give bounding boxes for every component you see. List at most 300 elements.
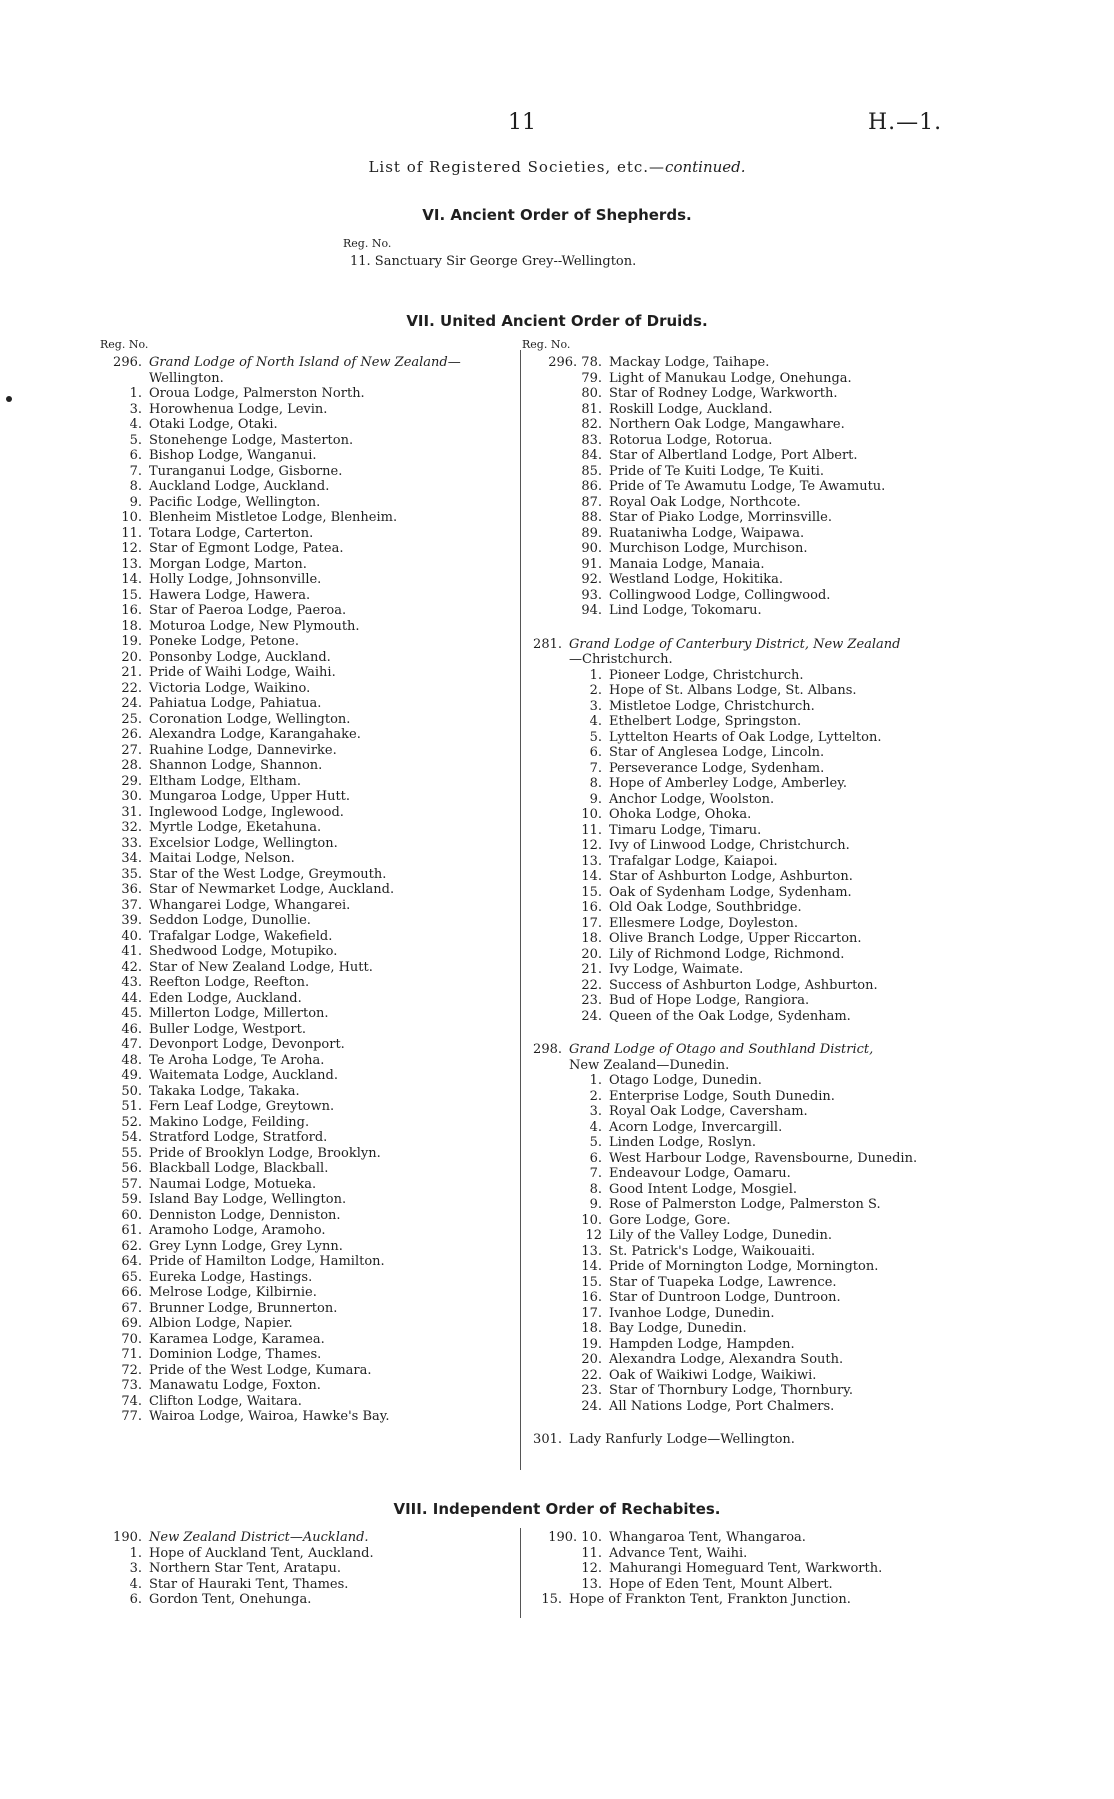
reg-number: 9. (589, 1197, 602, 1212)
reg-number: 22. (121, 680, 142, 696)
entry-text: Pride of Te Kuiti Lodge, Te Kuiti. (609, 463, 825, 479)
reg-number: 31. (121, 804, 142, 820)
reg-number: 19. (581, 1336, 602, 1352)
reg-number: 32. (121, 820, 142, 835)
reg-number: 65. (121, 1269, 142, 1285)
lodge-entry (100, 1546, 374, 1562)
reg-number: 1. (589, 1073, 602, 1088)
entry-text: Hawera Lodge, Hawera. (149, 587, 311, 603)
entry-text: Northern Star Tent, Aratapu. (149, 1561, 342, 1576)
entry-text: West Harbour Lodge, Ravensbourne, Dunedin. (609, 1150, 918, 1166)
lodge-entry (100, 1363, 461, 1379)
reg-number: 66. (121, 1285, 142, 1300)
entry-text: Millerton Lodge, Millerton. (149, 1006, 329, 1021)
entry-text: Island Bay Lodge, Wellington. (149, 1192, 347, 1207)
lodge-entry (520, 730, 917, 746)
reg-number: 36. (121, 882, 142, 897)
entry-text: All Nations Lodge, Port Chalmers. (609, 1398, 835, 1414)
reg-number: 15. (121, 587, 142, 603)
entry-text: New Zealand District—Auckland. (149, 1530, 369, 1545)
reg-number: 88. (581, 510, 602, 525)
entry-text: Auckland Lodge, Auckland. (149, 479, 330, 494)
reg-number: 1. (589, 667, 602, 683)
reg-number: 77. (121, 1409, 142, 1424)
lodge-entry (520, 1182, 917, 1198)
lodge-entry (100, 898, 461, 914)
entry-text: Mungaroa Lodge, Upper Hutt. (149, 789, 351, 804)
reg-number: 20. (581, 1352, 602, 1367)
lodge-entry (520, 1089, 917, 1105)
entry-text: Bud of Hope Lodge, Rangiora. (609, 993, 810, 1008)
entry-text: Blackball Lodge, Blackball. (149, 1161, 329, 1176)
lodge-entry (100, 1394, 461, 1410)
entry-text: Queen of the Oak Lodge, Sydenham. (609, 1008, 851, 1024)
section-vii-reg-label-right: Reg. No. (522, 338, 571, 351)
lodge-entry (100, 944, 461, 960)
entry-text: Mahurangi Homeguard Tent, Warkworth. (609, 1561, 883, 1576)
reg-number: 62. (121, 1238, 142, 1254)
entry-text: Ruataniwha Lodge, Waipawa. (609, 525, 805, 541)
lodge-entry (100, 913, 461, 929)
lodge-entry (520, 962, 917, 978)
entry-text: Brunner Lodge, Brunnerton. (149, 1300, 338, 1316)
entry-text: Star of Albertland Lodge, Port Albert. (609, 448, 858, 463)
reg-number: 18. (581, 1321, 602, 1336)
reg-number: 10. (121, 510, 142, 525)
entry-text: Lily of Richmond Lodge, Richmond. (609, 946, 845, 962)
reg-number: 5. (129, 432, 142, 448)
lodge-entry (520, 978, 917, 994)
entry-text: Pride of the West Lodge, Kumara. (149, 1362, 372, 1378)
lodge-entry (100, 975, 461, 991)
reg-number: 26. (121, 727, 142, 742)
reg-number: 4. (129, 1576, 142, 1592)
entry-text: Karamea Lodge, Karamea. (149, 1331, 325, 1347)
reg-number: 22. (581, 1367, 602, 1383)
entry-text: Success of Ashburton Lodge, Ashburton. (609, 977, 878, 993)
reg-number: 2. (589, 683, 602, 698)
lodge-entry (520, 668, 917, 684)
lodge-entry (520, 807, 917, 823)
entry-text: Ivanhoe Lodge, Dunedin. (609, 1305, 775, 1321)
lodge-entry (100, 1561, 374, 1577)
reg-number: 33. (121, 835, 142, 851)
lodge-entry (520, 1592, 882, 1608)
lodge-entry (100, 1037, 461, 1053)
lodge-entry (100, 851, 461, 867)
reg-number: 44. (121, 990, 142, 1006)
entry-text: Waitemata Lodge, Auckland. (149, 1068, 338, 1083)
section-vii-right-column (520, 355, 917, 1448)
reg-number: 23. (581, 1383, 602, 1398)
lodge-entry (520, 557, 917, 573)
reg-number: 17. (581, 1305, 602, 1321)
document-reference: H.—1. (868, 110, 943, 135)
reg-number: 71. (121, 1347, 142, 1362)
entry-text: Maitai Lodge, Nelson. (149, 851, 295, 866)
entry-text: Star of Hauraki Tent, Thames. (149, 1576, 349, 1592)
reg-number: 7. (589, 760, 602, 776)
entry-text: Pride of Brooklyn Lodge, Brooklyn. (149, 1145, 381, 1161)
entry-text: Naumai Lodge, Motueka. (149, 1176, 317, 1192)
reg-number: 46. (121, 1021, 142, 1037)
reg-number: 18. (121, 618, 142, 634)
lodge-entry (100, 1254, 461, 1270)
entry-text: Lily of the Valley Lodge, Dunedin. (609, 1228, 832, 1243)
lodge-entry (520, 916, 917, 932)
lodge-entry (520, 885, 917, 901)
lodge-entry (520, 1073, 917, 1089)
reg-number: 6. (589, 745, 602, 760)
lodge-entry (520, 417, 917, 433)
reg-number: 22. (581, 977, 602, 993)
entry-text: Star of Duntroon Lodge, Duntroon. (609, 1290, 841, 1305)
entry-text: Excelsior Lodge, Wellington. (149, 835, 338, 851)
entry-text: Wellington. (149, 370, 224, 386)
reg-number: 48. (121, 1052, 142, 1068)
entry-text: Otago Lodge, Dunedin. (609, 1073, 762, 1088)
lodge-entry (520, 603, 917, 619)
lodge-entry (520, 526, 917, 542)
lodge-entry (100, 402, 461, 418)
reg-number: 79. (581, 370, 602, 386)
lodge-entry (100, 1270, 461, 1286)
entry-text: Myrtle Lodge, Eketahuna. (149, 820, 322, 835)
reg-number: 24. (581, 1398, 602, 1414)
lodge-entry (100, 991, 461, 1007)
lodge-entry (100, 572, 461, 588)
reg-number: 20. (121, 649, 142, 665)
section-vii-left-column (100, 355, 461, 1425)
entry-text: Oak of Sydenham Lodge, Sydenham. (609, 884, 852, 900)
entry-text: Fern Leaf Lodge, Greytown. (149, 1099, 335, 1114)
heading-continuation (100, 371, 461, 387)
reg-number: 51. (121, 1099, 142, 1114)
list-title-prefix: List of Registered Societies, etc.— (368, 158, 666, 176)
reg-number: 3. (589, 1104, 602, 1119)
lodge-entry (100, 712, 461, 728)
lodge-entry (100, 1161, 461, 1177)
lodge-entry (100, 1208, 461, 1224)
reg-number: 37. (121, 897, 142, 913)
entry-text: Gordon Tent, Onehunga. (149, 1592, 312, 1607)
lodge-entry (100, 867, 461, 883)
entry-text: Alexandra Lodge, Karangahake. (149, 727, 361, 742)
entry-text: Devonport Lodge, Devonport. (149, 1037, 345, 1052)
lodge-entry (520, 1290, 917, 1306)
entry-text: Manaia Lodge, Manaia. (609, 556, 765, 572)
lodge-entry (520, 1213, 917, 1229)
entry-text: Royal Oak Lodge, Northcote. (609, 494, 801, 510)
reg-number: 25. (121, 711, 142, 727)
entry-text: Hope of Auckland Tent, Auckland. (149, 1545, 374, 1561)
reg-number: 70. (121, 1331, 142, 1347)
reg-number: 64. (121, 1254, 142, 1269)
reg-number: 91. (581, 556, 602, 572)
reg-number: 4. (589, 1119, 602, 1135)
lodge-entry (100, 634, 461, 650)
reg-number: 56. (121, 1161, 142, 1176)
reg-number: 24. (121, 696, 142, 711)
reg-number: 84. (581, 448, 602, 463)
entry-text: Light of Manukau Lodge, Onehunga. (609, 370, 852, 386)
reg-number: 10. (581, 1212, 602, 1228)
lodge-entry (100, 541, 461, 557)
entry-text: Whangaroa Tent, Whangaroa. (609, 1530, 806, 1545)
entry-text: Oroua Lodge, Palmerston North. (149, 386, 365, 401)
entry-text: Grey Lynn Lodge, Grey Lynn. (149, 1238, 343, 1254)
entry-text: Clifton Lodge, Waitara. (149, 1393, 302, 1409)
lodge-entry (520, 1306, 917, 1322)
entry-text: Takaka Lodge, Takaka. (149, 1083, 300, 1099)
lodge-entry (520, 776, 917, 792)
lodge-entry (520, 761, 917, 777)
lodge-entry (520, 371, 917, 387)
reg-number: 87. (581, 494, 602, 510)
reg-number: 296. (113, 355, 142, 370)
lodge-entry (520, 838, 917, 854)
reg-number: 15. (581, 884, 602, 900)
reg-number: 13. (581, 853, 602, 869)
lodge-entry (520, 1151, 917, 1167)
reg-number: 93. (581, 587, 602, 603)
lodge-entry (100, 417, 461, 433)
reg-number: 92. (581, 572, 602, 587)
entry-text: Grand Lodge of Canterbury District, New Zealand (569, 636, 901, 652)
section-vi-heading: VI. Ancient Order of Shepherds. (422, 206, 692, 224)
entry-text: Murchison Lodge, Murchison. (609, 541, 808, 556)
lodge-entry (100, 1177, 461, 1193)
entry-text: Totara Lodge, Carterton. (149, 525, 314, 541)
lodge-entry (100, 1130, 461, 1146)
entry-text: Rotorua Lodge, Rotorua. (609, 432, 773, 448)
entry-text: Ohoka Lodge, Ohoka. (609, 807, 752, 822)
entry-text: Linden Lodge, Roslyn. (609, 1135, 757, 1150)
reg-number: 61. (121, 1223, 142, 1238)
entry-text: Ethelbert Lodge, Springston. (609, 714, 802, 729)
entry-text: Star of Piako Lodge, Morrinsville. (609, 510, 832, 525)
lodge-entry (100, 464, 461, 480)
lodge-entry (100, 1223, 461, 1239)
reg-number: 54. (121, 1130, 142, 1145)
reg-number: 14. (581, 1259, 602, 1274)
reg-number: 83. (581, 432, 602, 448)
lodge-entry (100, 495, 461, 511)
entry-text: Pahiatua Lodge, Pahiatua. (149, 696, 322, 711)
entry-text: Turanganui Lodge, Gisborne. (149, 463, 343, 479)
lodge-entry (100, 929, 461, 945)
reg-number: 20. (581, 946, 602, 962)
reg-number: 41. (121, 944, 142, 959)
society-heading (520, 637, 917, 653)
entry-text: Inglewood Lodge, Inglewood. (149, 804, 344, 820)
lodge-entry (520, 947, 917, 963)
entry-text: Trafalgar Lodge, Wakefield. (149, 928, 333, 944)
reg-number: 12. (581, 838, 602, 853)
lodge-entry (100, 1332, 461, 1348)
reg-number: 43. (121, 975, 142, 990)
reg-number: 12. (121, 541, 142, 556)
lodge-entry (520, 1120, 917, 1136)
reg-number: 11. (581, 822, 602, 838)
spacer (520, 1414, 917, 1432)
reg-number: 28. (121, 758, 142, 773)
lodge-entry (100, 1115, 461, 1131)
lodge-entry (100, 526, 461, 542)
lodge-entry (520, 745, 917, 761)
entry-text: Acorn Lodge, Invercargill. (609, 1119, 783, 1135)
reg-number: 9. (589, 791, 602, 807)
lodge-entry (100, 1316, 461, 1332)
reg-number: 23. (581, 993, 602, 1008)
entry-text: Albion Lodge, Napier. (149, 1316, 293, 1331)
lodge-entry (520, 1135, 917, 1151)
reg-number: 13. (581, 1576, 602, 1592)
reg-number: 3. (129, 401, 142, 417)
lodge-entry (520, 541, 917, 557)
lodge-entry (520, 479, 917, 495)
lodge-entry (100, 774, 461, 790)
reg-number: 16. (581, 900, 602, 915)
entry-text: Horowhenua Lodge, Levin. (149, 401, 328, 417)
lodge-entry (100, 1301, 461, 1317)
entry-text: Lady Ranfurly Lodge—Wellington. (569, 1432, 795, 1447)
entry-text: Star of Egmont Lodge, Patea. (149, 541, 344, 556)
entry-text: Poneke Lodge, Petone. (149, 634, 299, 649)
lodge-entry (520, 1337, 917, 1353)
lodge-entry (520, 1197, 917, 1213)
reg-number: 18. (581, 931, 602, 946)
reg-number: 85. (581, 463, 602, 479)
lodge-entry (100, 727, 461, 743)
reg-number: 45. (121, 1006, 142, 1021)
reg-number: 34. (121, 851, 142, 866)
entry-text: Lyttelton Hearts of Oak Lodge, Lyttelton. (609, 729, 882, 745)
entry-text: Good Intent Lodge, Mosgiel. (609, 1181, 797, 1197)
reg-number: 49. (121, 1068, 142, 1083)
entry-text: Hampden Lodge, Hampden. (609, 1336, 795, 1352)
reg-number: 190. (113, 1530, 142, 1545)
lodge-entry (100, 1053, 461, 1069)
entry-text: Oak of Waikiwi Lodge, Waikiwi. (609, 1367, 817, 1383)
list-title-suffix: continued. (665, 158, 746, 176)
reg-number: 24. (581, 1008, 602, 1024)
lodge-entry (100, 696, 461, 712)
lodge-entry (520, 854, 917, 870)
entry-text: Shannon Lodge, Shannon. (149, 758, 323, 773)
reg-number: 50. (121, 1083, 142, 1099)
lodge-entry (520, 386, 917, 402)
lodge-entry (100, 789, 461, 805)
society-heading (100, 1530, 374, 1546)
lodge-entry (520, 1244, 917, 1260)
entry-text: Coronation Lodge, Wellington. (149, 711, 351, 727)
entry-text: Pacific Lodge, Wellington. (149, 494, 321, 510)
entry-text: Hope of Frankton Tent, Frankton Junction. (569, 1592, 851, 1607)
entry-text: Anchor Lodge, Woolston. (609, 791, 775, 807)
lodge-entry (100, 681, 461, 697)
entry-text: Advance Tent, Waihi. (609, 1545, 748, 1561)
page-number: 11 (508, 110, 536, 135)
entry-text: Stonehenge Lodge, Masterton. (149, 432, 354, 448)
entry-text: Olive Branch Lodge, Upper Riccarton. (609, 931, 862, 946)
lodge-entry (100, 448, 461, 464)
lodge-entry (100, 1285, 461, 1301)
reg-number: 17. (581, 915, 602, 931)
entry-text: Whangarei Lodge, Whangarei. (149, 897, 351, 913)
reg-number: 14. (121, 572, 142, 587)
lodge-entry (520, 714, 917, 730)
entry-text: Aramoho Lodge, Aramoho. (149, 1223, 326, 1238)
lodge-entry (520, 993, 917, 1009)
reg-number: 73. (121, 1378, 142, 1393)
entry-text: Melrose Lodge, Kilbirnie. (149, 1285, 317, 1300)
reg-number: 14. (581, 869, 602, 884)
reg-number: 60. (121, 1207, 142, 1223)
entry-text: Star of Anglesea Lodge, Lincoln. (609, 745, 825, 760)
entry-text: Star of Thornbury Lodge, Thornbury. (609, 1383, 854, 1398)
lodge-entry (100, 433, 461, 449)
entry-text: Northern Oak Lodge, Mangawhare. (609, 417, 845, 432)
entry-text: Star of Ashburton Lodge, Ashburton. (609, 869, 853, 884)
lodge-entry (100, 1099, 461, 1115)
entry-text: Bay Lodge, Dunedin. (609, 1321, 747, 1336)
entry-text: Ivy Lodge, Waimate. (609, 962, 744, 977)
lodge-entry (520, 1352, 917, 1368)
reg-number: 6. (129, 448, 142, 463)
lodge-entry (100, 1068, 461, 1084)
lodge-entry (100, 603, 461, 619)
entry-text: Otaki Lodge, Otaki. (149, 417, 278, 432)
lodge-entry (100, 836, 461, 852)
entry-text: Ivy of Linwood Lodge, Christchurch. (609, 838, 850, 853)
lodge-entry (520, 433, 917, 449)
entry-text: Lind Lodge, Tokomaru. (609, 603, 762, 618)
reg-number: 81. (581, 401, 602, 417)
section-viii-right-column (520, 1530, 882, 1608)
lodge-entry (520, 572, 917, 588)
reg-number: 55. (121, 1145, 142, 1161)
entry-text: St. Patrick's Lodge, Waikouaiti. (609, 1243, 816, 1259)
reg-number: 82. (581, 417, 602, 432)
entry-text: Mackay Lodge, Taihape. (609, 355, 770, 370)
lodge-entry (520, 1104, 917, 1120)
list-title (0, 158, 1114, 176)
reg-number: 6. (589, 1150, 602, 1166)
entry-text: Holly Lodge, Johnsonville. (149, 572, 322, 587)
reg-number: 89. (581, 525, 602, 541)
reg-number: 3. (129, 1561, 142, 1576)
entry-text: Star of Rodney Lodge, Warkworth. (609, 386, 838, 401)
entry-text: Old Oak Lodge, Southbridge. (609, 900, 802, 915)
spacer (520, 619, 917, 637)
lodge-entry (100, 1239, 461, 1255)
entry-text: Ruahine Lodge, Dannevirke. (149, 742, 337, 758)
reg-number: 8. (589, 1181, 602, 1197)
entry-text: Grand Lodge of Otago and Southland District, (569, 1042, 874, 1057)
reg-number: 67. (121, 1300, 142, 1316)
entry-text: Collingwood Lodge, Collingwood. (609, 587, 831, 603)
lodge-entry (100, 1378, 461, 1394)
entry-text: Westland Lodge, Hokitika. (609, 572, 784, 587)
entry-text: Star of the West Lodge, Greymouth. (149, 866, 387, 882)
entry-text: Morgan Lodge, Marton. (149, 556, 307, 572)
lodge-entry (100, 1022, 461, 1038)
reg-number: 16. (581, 1290, 602, 1305)
entry-text: Hope of Amberley Lodge, Amberley. (609, 776, 847, 791)
reg-number: 296. 78. (548, 355, 602, 370)
reg-number: 19. (121, 634, 142, 649)
